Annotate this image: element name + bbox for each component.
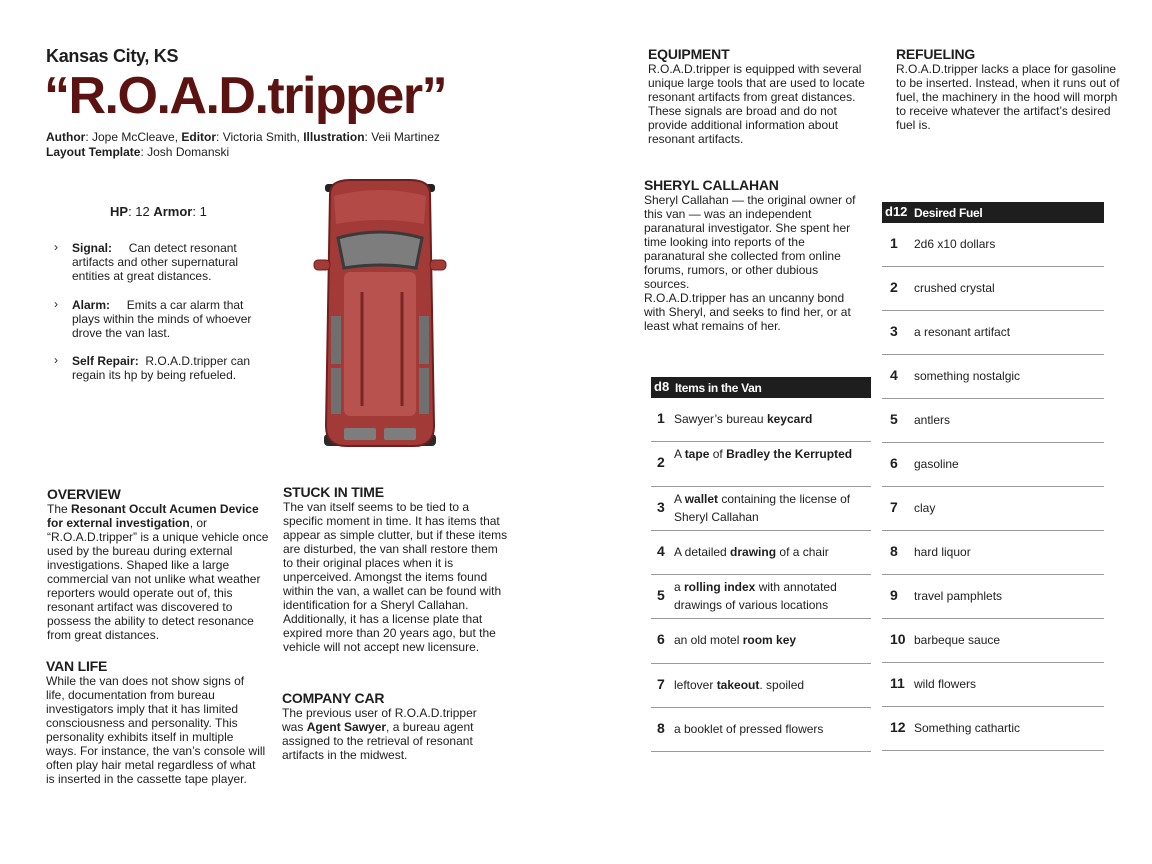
table-row — [651, 398, 871, 442]
van-left-window — [331, 316, 341, 364]
row-number: 1 — [657, 410, 665, 426]
van-life-text: While the van does not show signs of life, documentation from bureau investigators imply that it has limited consciousness and personality. This personality exhibits itself in multiple ways. For instance, the van’s console will often play hair metal regardless of what is inserted in the cassette tape player. — [46, 674, 266, 786]
refueling-heading: REFUELING — [896, 46, 976, 62]
row-text: clay — [914, 501, 936, 515]
layout-value: : Josh Domanski — [140, 145, 230, 159]
row-text-part: leftover — [674, 677, 717, 692]
row-text-bold: Bradley the Kerrupted — [726, 447, 853, 462]
layout-label: Layout Template — [46, 145, 141, 159]
row-text — [674, 410, 868, 428]
row-text — [674, 676, 868, 694]
overview-section — [47, 487, 269, 642]
row-number: 4 — [657, 542, 665, 559]
page-title: “R.O.A.D.tripper” — [44, 67, 447, 125]
row-text: something nostalgic — [914, 369, 1021, 383]
illustration-label: Illustration — [303, 130, 365, 144]
sheryl-heading: SHERYL CALLAHAN — [644, 177, 779, 193]
armor-value: : 1 — [192, 204, 207, 219]
van-left-mirror — [314, 260, 330, 270]
row-text — [674, 578, 868, 614]
overview-text-pre: The — [47, 502, 72, 516]
credits — [46, 130, 486, 160]
equipment-section — [648, 47, 874, 146]
refueling-section — [896, 47, 1124, 132]
row-number: 10 — [890, 631, 906, 647]
ability-desc: Emits a car alarm that plays within the minds of whoever drove the van last. — [72, 298, 252, 340]
row-number: 9 — [890, 587, 898, 603]
row-number: 4 — [890, 367, 898, 383]
table-row — [882, 663, 1104, 707]
table-row — [651, 442, 871, 486]
table-row — [651, 619, 871, 663]
table-row — [651, 664, 871, 708]
editor-label: Editor — [181, 130, 217, 144]
table-row — [882, 487, 1104, 531]
bullet-icon: › — [54, 240, 58, 254]
fuel-table-title: Desired Fuel — [914, 206, 983, 220]
row-number: 7 — [657, 675, 665, 692]
company-car-text-pre: The previous user of R.O.A.D.tripper was — [282, 706, 477, 734]
fuel-table-die: d12 — [885, 204, 908, 219]
row-text: travel pamphlets — [914, 589, 1003, 603]
table-row — [882, 531, 1104, 575]
row-text: 2d6 x10 dollars — [914, 237, 996, 251]
ability-name: Self Repair — [72, 354, 135, 368]
stuck-in-time-heading: STUCK IN TIME — [283, 484, 384, 500]
row-text-part: containing the license of Sheryl Callahan — [674, 491, 851, 524]
row-text — [674, 490, 868, 526]
row-text: hard liquor — [914, 545, 971, 559]
table-row — [882, 223, 1104, 267]
ability-name: Alarm — [72, 298, 107, 312]
van-roof — [344, 272, 416, 416]
illustration-value: : Veii Martinez — [364, 130, 440, 144]
row-text: barbeque sauce — [914, 633, 1001, 647]
ability-desc: R.O.A.D.tripper can regain its hp by being refueled. — [72, 354, 251, 382]
row-text: wild flowers — [914, 677, 977, 691]
company-car-text-post: , a bureau agent assigned to the retrieval of resonant artifacts in the midwest. — [282, 720, 474, 762]
row-number: 6 — [657, 631, 665, 648]
row-number: 7 — [890, 499, 898, 515]
table-row — [651, 531, 871, 575]
row-text — [674, 543, 868, 561]
ability-sep: : — [134, 354, 139, 368]
bullet-icon: › — [54, 297, 58, 311]
row-text-part: A detailed — [674, 544, 731, 559]
row-text: antlers — [914, 413, 951, 427]
row-number: 8 — [890, 543, 898, 559]
table-row — [882, 311, 1104, 355]
company-car-section — [282, 691, 492, 762]
row-text-part: . spoiled — [759, 677, 805, 692]
van-life-heading: VAN LIFE — [46, 658, 108, 674]
row-text-part: Sawyer’s bureau — [674, 412, 767, 426]
table-row — [882, 619, 1104, 663]
row-text-bold: room key — [742, 633, 797, 648]
van-right-window — [419, 368, 429, 414]
editor-value: : Victoria Smith, — [216, 130, 304, 144]
items-table-die: d8 — [654, 379, 670, 394]
van-right-mirror — [430, 260, 446, 270]
row-number: 5 — [657, 587, 665, 603]
equipment-heading: EQUIPMENT — [648, 46, 730, 62]
row-number: 3 — [890, 323, 898, 339]
stuck-in-time-section — [283, 485, 509, 654]
van-right-window — [419, 316, 429, 364]
row-text-bold: drawing — [730, 544, 777, 559]
van-windshield — [338, 232, 422, 268]
author-value: : Jope McCleave, — [85, 130, 182, 144]
overview-text-post: , or “R.O.A.D.tripper” is a unique vehicle once used by the bureau during external investigations. Shaped like a large commercial van not unlike what weather reporters would operate out of, this resonant artifact was discovered to possess the ability to detect resonance from great distances. — [47, 516, 269, 642]
ability-desc: Can detect resonant artifacts and other supernatural entities at great distances. — [72, 241, 239, 283]
hp-label: HP — [110, 204, 129, 219]
table-row — [882, 575, 1104, 619]
company-car-text-bold: Agent Sawyer — [306, 720, 387, 734]
ability-sep: : — [106, 298, 111, 312]
ability-sep: : — [108, 241, 113, 255]
row-text: a resonant artifact — [914, 325, 1011, 339]
table-row — [882, 707, 1104, 751]
van-left-window — [331, 368, 341, 414]
row-number: 1 — [890, 235, 898, 251]
row-text — [674, 720, 868, 738]
row-text-part: with annotated drawings of various locations — [674, 580, 837, 612]
ability-signal — [54, 240, 262, 283]
row-text: Something cathartic — [914, 721, 1021, 735]
row-text-part: a — [674, 580, 685, 594]
ability-name: Signal — [72, 241, 109, 255]
overview-text-bold: Resonant Occult Acumen Device for external investigation — [47, 502, 259, 530]
row-number: 6 — [890, 455, 898, 471]
row-number: 2 — [657, 454, 665, 471]
row-number: 12 — [890, 719, 906, 735]
van-rear-window — [344, 428, 376, 440]
items-table-header — [651, 377, 871, 398]
hp-value: : 12 — [128, 204, 154, 219]
table-row — [882, 355, 1104, 399]
row-text-bold: tape — [684, 447, 710, 462]
row-number: 11 — [890, 675, 905, 691]
van-rear-window — [384, 428, 416, 440]
van-illustration-icon — [310, 176, 450, 452]
overview-heading: OVERVIEW — [47, 486, 121, 502]
sheryl-text-2: R.O.A.D.tripper has an uncanny bond with Sheryl, and seeks to find her, or at least what remains of her. — [644, 291, 851, 333]
row-text-bold: keycard — [766, 412, 813, 426]
table-row — [651, 487, 871, 531]
van-life-section — [46, 659, 266, 786]
ability-alarm — [54, 297, 262, 340]
stat-line — [110, 204, 207, 219]
items-table-title: Items in the Van — [675, 381, 762, 395]
armor-label: Armor — [153, 204, 193, 219]
company-car-heading: COMPANY CAR — [282, 690, 385, 706]
row-text-bold: takeout — [716, 677, 760, 692]
bullet-icon: › — [54, 353, 58, 367]
row-text-part: A — [674, 491, 685, 506]
ability-self-repair — [54, 353, 262, 382]
row-text-bold: rolling index — [684, 580, 756, 594]
row-text-bold: wallet — [684, 491, 719, 506]
row-text-part: of a chair — [776, 544, 829, 559]
row-text-part: of — [709, 447, 727, 462]
row-text-part: A — [674, 447, 685, 462]
row-number: 5 — [890, 411, 898, 427]
location-label: Kansas City, KS — [46, 46, 179, 66]
row-number: 3 — [657, 498, 665, 515]
table-row — [651, 708, 871, 752]
van-hood — [334, 190, 426, 224]
row-text: gasoline — [914, 457, 959, 471]
table-row — [882, 399, 1104, 443]
sheryl-text-1: Sheryl Callahan — the original owner of this van — was an independent paranatural investigator. She spent her time looking into reports of the paranatural she collected from online forums, rumors, or other dubious sources. — [644, 193, 856, 291]
sheryl-section — [644, 178, 866, 333]
equipment-text: R.O.A.D.tripper is equipped with several unique large tools that are used to locate resonant artifacts from great distances. These signals are broad and do not provide additional information about resonant artifacts. — [648, 62, 865, 146]
table-row — [882, 267, 1104, 311]
author-label: Author — [46, 130, 86, 144]
row-text — [674, 631, 868, 649]
row-number: 8 — [657, 719, 665, 736]
table-row — [882, 443, 1104, 487]
row-text: crushed crystal — [914, 281, 995, 295]
row-number: 2 — [890, 279, 898, 295]
row-text — [674, 445, 868, 463]
fuel-table-header — [882, 202, 1104, 223]
row-text-part: a booklet of pressed flowers — [674, 721, 824, 736]
refueling-text: R.O.A.D.tripper lacks a place for gasoline to be inserted. Instead, when it runs out of fuel, the machinery in the hood will morph to receive whatever the artifact’s desired fuel is. — [896, 62, 1120, 132]
row-text-part: an old motel — [674, 633, 743, 648]
stuck-in-time-text: The van itself seems to be tied to a specific moment in time. It has items that appear as simple clutter, but if these items are disturbed, the van shall restore them to their original places when it is unperceived. Amongst the items found within the van, a wallet can be found with identification for a Sheryl Callahan. Additionally, it has a license plate that expired more than 20 years ago, but the vehicle will not accept new licensure. — [283, 500, 508, 654]
table-row — [651, 575, 871, 619]
